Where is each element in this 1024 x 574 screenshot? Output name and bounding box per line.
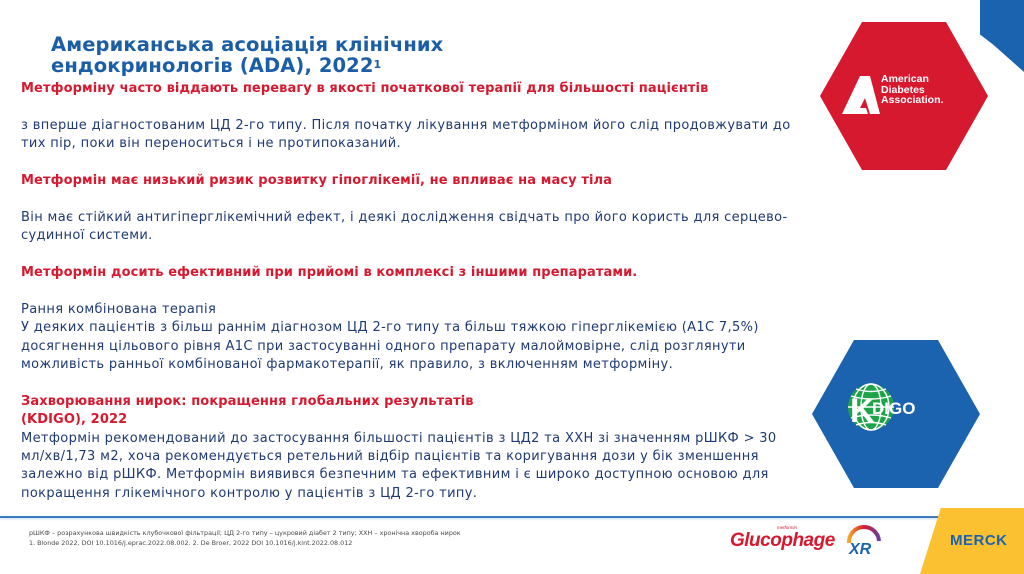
glucophage-subtitle: metformin [777, 525, 798, 530]
section-4-body-line-4: покращення глікемічного контролю у пацієнтів з ЦД 2-го типу. [21, 485, 478, 501]
title-line-1: Американська асоціація клінічних [51, 33, 444, 56]
footer-divider [0, 516, 940, 518]
section-2-heading: Метформін має низький ризик розвитку гіпоглікемії, не впливає на масу тіла [21, 173, 613, 188]
section-1-body-line-1: з вперше діагностованим ЦД 2-го типу. Після початку лікування метформіном його слід продовжувати до [21, 117, 791, 133]
ada-logo-text: American Diabetes Association. [881, 73, 944, 106]
slide-content [21, 80, 841, 503]
section-3-body-line-1: У деяких пацієнтів з більш раннім діагнозом ЦД 2-го типу та більш тяжкою гіперглікемією (A1C 7,5%) [21, 320, 759, 336]
glucophage-logo: Glucophage [730, 530, 835, 551]
svg-text:XR: XR [849, 541, 872, 557]
section-1-body-line-2: тих пір, поки він переноситься і не протипоказаний. [21, 136, 402, 152]
kdigo-logo-text: DIGO [872, 399, 916, 418]
corner-decoration [980, 0, 1024, 72]
section-3-heading: Метформін досить ефективний при прийомі в комплексі з іншими препаратами. [21, 265, 638, 280]
svg-text:K: K [850, 392, 875, 430]
title-line-2: ендокринологів (ADA), 2022$^1$ [51, 54, 382, 77]
xr-logo-icon [843, 523, 883, 557]
section-1-heading: Метформіну часто віддають перевагу в якості початкової терапії для більшості пацієнтів [21, 81, 709, 96]
references-note: 1. Blonde 2022, DOI 10.1016/j.eprac.2022.08.002. 2. De Broer, 2022 DOI 10.1016/j.kint.2022.08.012 [29, 538, 353, 547]
section-4-body-line-1: Метформін рекомендований до застосування більшості пацієнтів з ЦД2 та ХХН зі значенням рШКФ > 30 [21, 430, 777, 446]
section-4-heading-line-1: Захворювання нирок: покращення глобальних результатів [21, 393, 474, 409]
section-4-heading-line-2: (KDIGO), 2022 [21, 412, 128, 428]
merck-logo: MERCK [950, 532, 1008, 549]
abbreviations-note: рШКФ – розрахункова швидкість клубочкової фільтрації; ЦД 2-го типу – цукровий діабет 2 типу; ХХН – хронічна хвороба нирок [29, 529, 461, 537]
section-2-body-line-2: судинної системи. [21, 228, 153, 244]
section-3-body-line-2: досягнення цільового рівня A1C при застосуванні одного препарату малоймовірне, слід розглянути [21, 338, 746, 354]
section-4-body-line-3: залежно від рШКФ. Метформін виявився безпечним та ефективним і є широко доступною основою для [21, 467, 769, 483]
section-2-body-line-1: Він має стійкий антигіперглікемічний ефект, і деякі дослідження свідчать про його користь для серцево- [21, 209, 788, 225]
footnotes [29, 529, 461, 548]
section-3-subheading: Рання комбінована терапія [21, 301, 217, 317]
section-3-body-line-3: можливість ранньої комбінованої фармакотерапії, як правило, з включенням метформіну. [21, 357, 674, 373]
title-footnote-ref: 1 [373, 58, 382, 71]
slide-title [51, 34, 443, 76]
section-4-body-line-2: мл/хв/1,73 м2, хоча рекомендується ретельний відбір пацієнтів та коригування дози у бік зменшення [21, 449, 759, 465]
